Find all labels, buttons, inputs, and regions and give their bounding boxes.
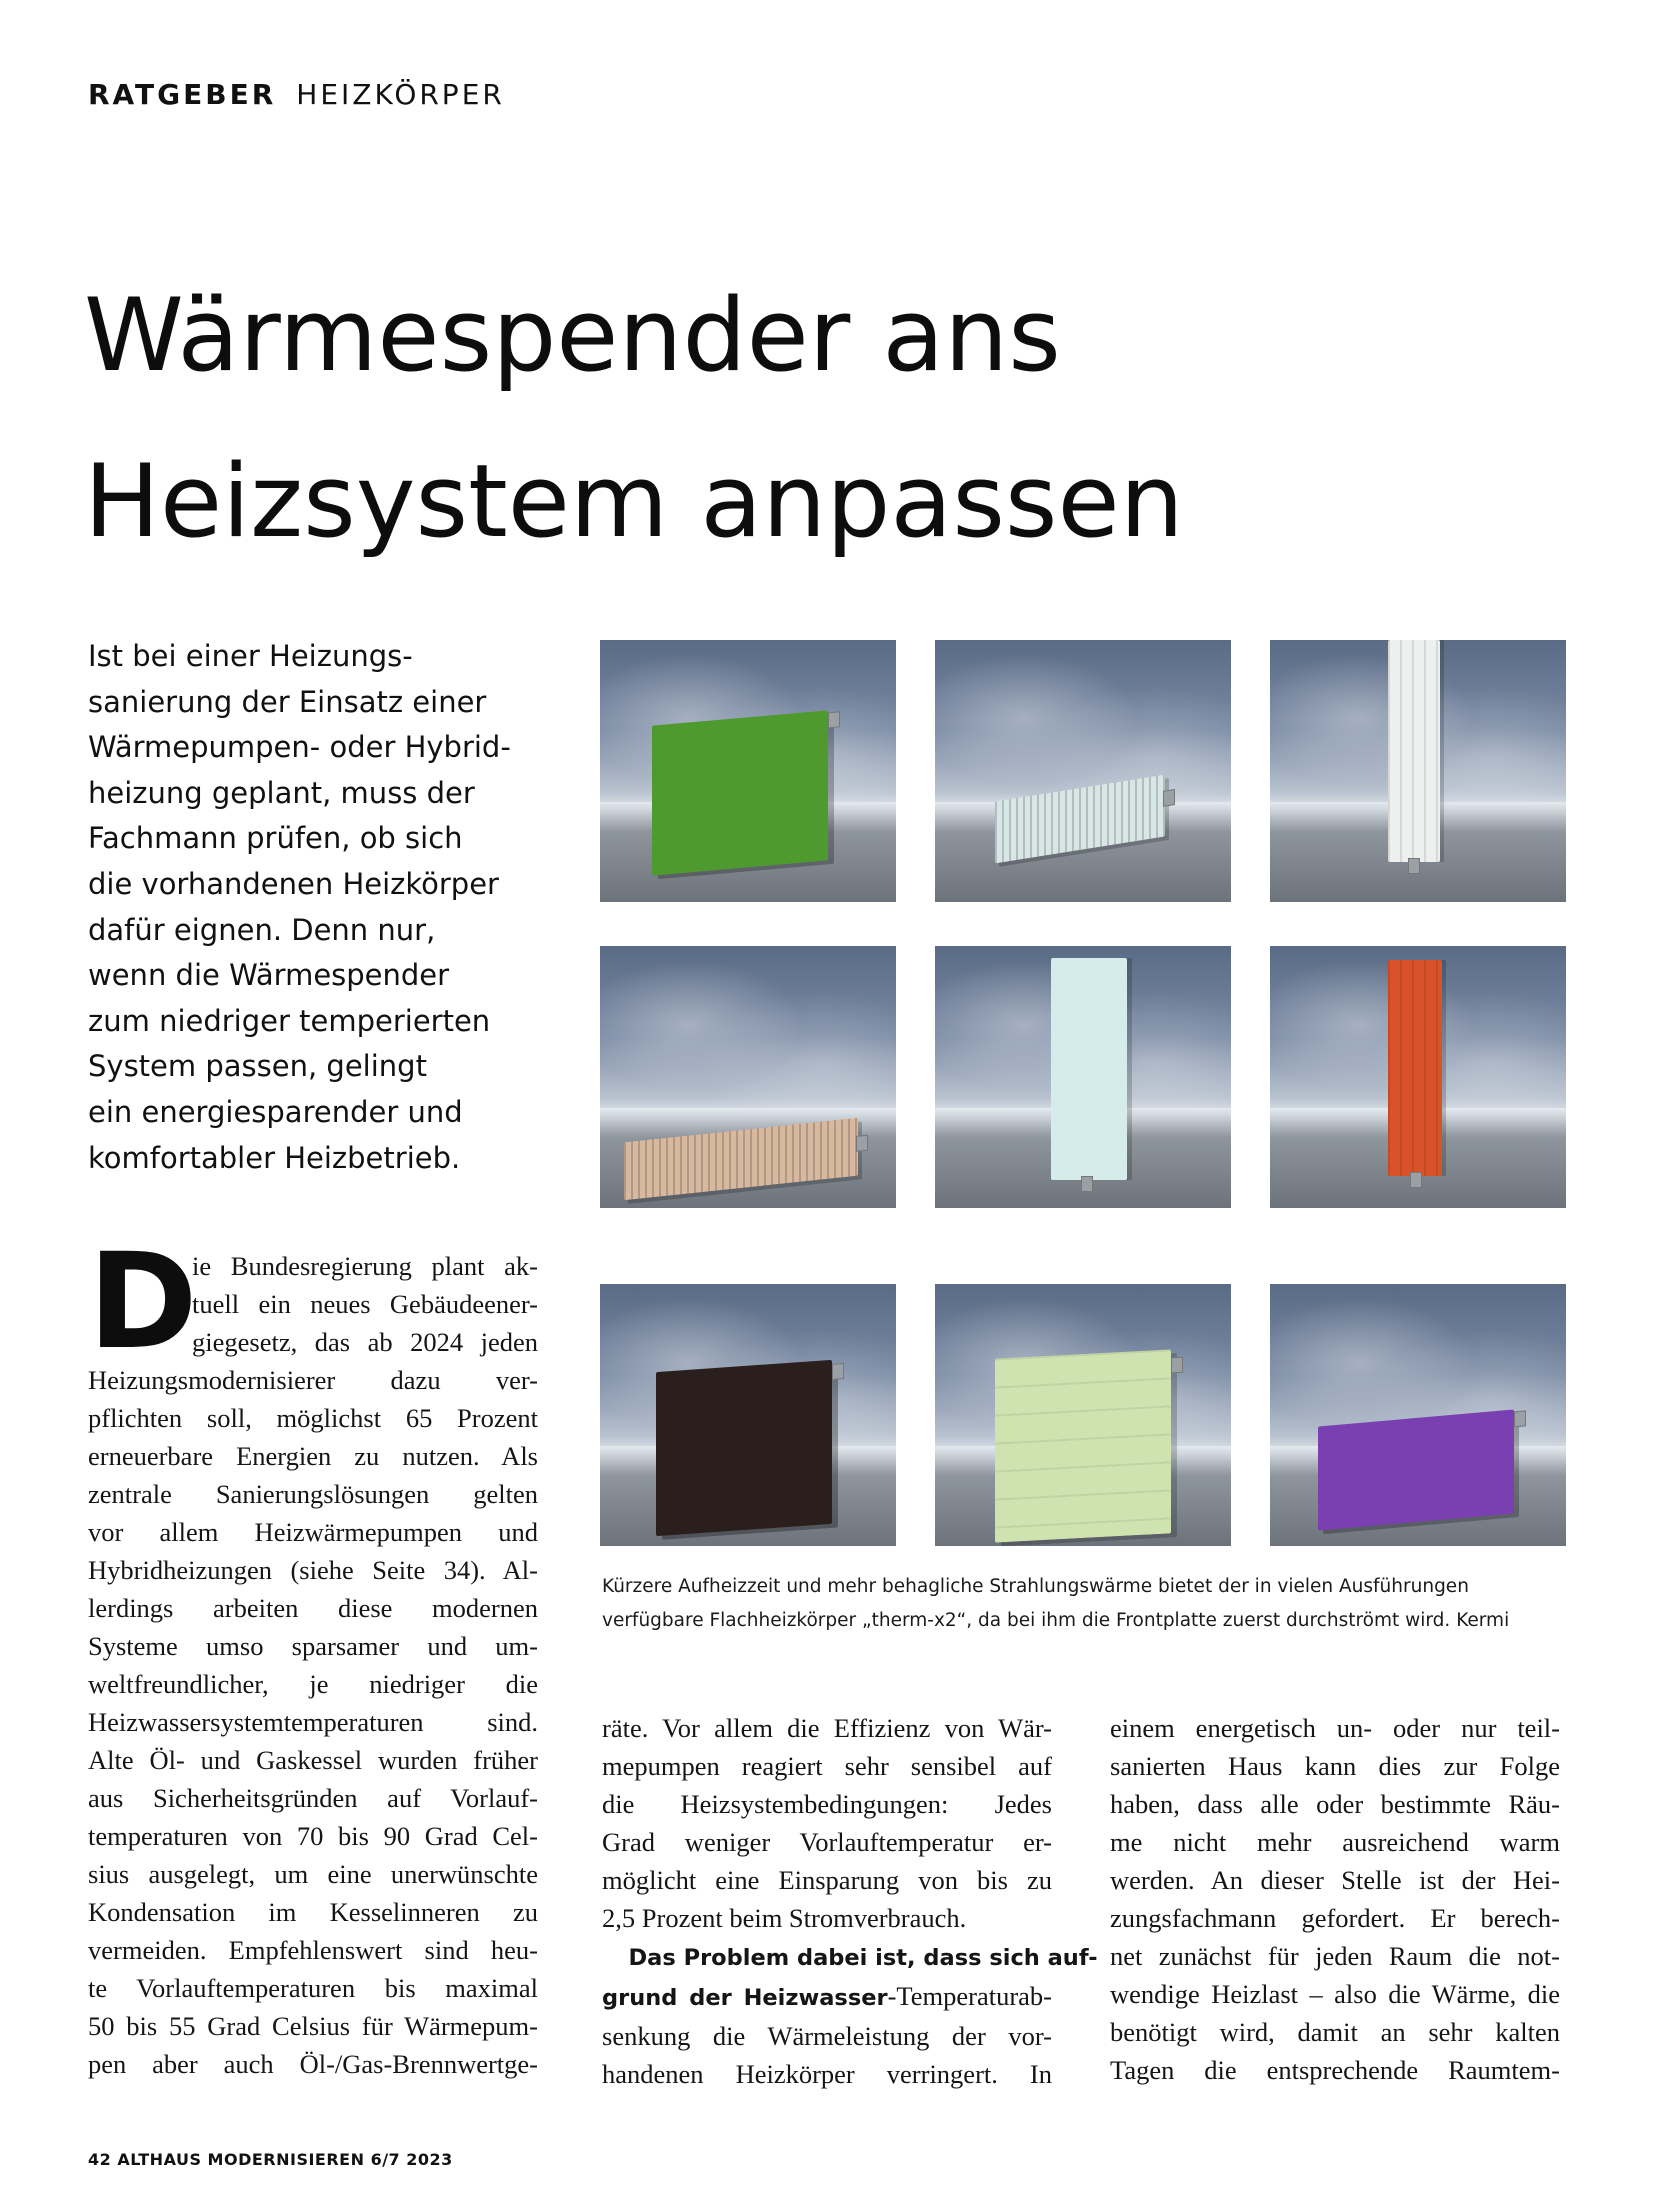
- text-line: sanierten Haus kann dies zur Folge: [1110, 1751, 1560, 1781]
- text-line: komfortabler Heizbetrieb.: [88, 1140, 461, 1175]
- text-line: System passen, gelingt: [88, 1049, 427, 1084]
- text-line: Heizungsmodernisierer dazu ver-: [88, 1365, 538, 1395]
- photo-beige-low-radiator: [600, 946, 896, 1208]
- photo-black-radiator: [600, 1284, 896, 1546]
- text-line: tuell ein neues Gebäudeener-: [192, 1289, 538, 1319]
- text-line: pflichten soll, möglichst 65 Prozent: [88, 1403, 538, 1433]
- text-line: Hybridheizungen (siehe Seite 34). Al-: [88, 1555, 538, 1585]
- text-line: sanierung der Einsatz einer: [88, 684, 487, 719]
- text-line: wendige Heizlast – also die Wärme, die: [1110, 1979, 1560, 2009]
- topic-label: HEIZKÖRPER: [296, 78, 505, 111]
- text-line: aus Sicherheitsgründen auf Vorlauf-: [88, 1783, 538, 1813]
- text-line: temperaturen von 70 bis 90 Grad Cel-: [88, 1821, 538, 1851]
- article-headline: [84, 252, 1564, 584]
- text-line: die vorhandenen Heizkörper: [88, 866, 499, 901]
- text-line: dafür eignen. Denn nur,: [88, 912, 436, 947]
- drop-cap-indented-lines: [88, 1247, 538, 1361]
- text-line: Kondensation im Kesselinneren zu: [88, 1897, 538, 1927]
- text-line: senkung die Wärmeleistung der vor-: [602, 2021, 1052, 2051]
- body-column-3: [1110, 1709, 1560, 2089]
- headline-line-1: Wärmespender ans: [84, 276, 1061, 394]
- text-line: benötigt wird, damit an sehr kalten: [1110, 2017, 1560, 2047]
- text-line: Heizwassersystemtemperaturen sind.: [88, 1707, 538, 1737]
- text-line: möglicht eine Einsparung von bis zu: [602, 1865, 1052, 1895]
- caption-line-1: Kürzere Aufheizzeit und mehr behagliche Strahlungswärme bietet der in vielen Ausführungen: [602, 1576, 1469, 1597]
- text-line: haben, dass alle oder bestimmte Räu-: [1110, 1789, 1560, 1819]
- text-line: zentrale Sanierungslösungen gelten: [88, 1479, 538, 1509]
- text-line: handenen Heizkörper verringert. In: [602, 2059, 1052, 2089]
- text-line: heizung geplant, muss der: [88, 775, 475, 810]
- drop-cap: D: [88, 1225, 198, 1379]
- text-line: Fachmann prüfen, ob sich: [88, 821, 463, 856]
- text-line: mepumpen reagiert sehr sensibel auf: [602, 1751, 1052, 1781]
- text-line: ein energiesparender und: [88, 1094, 463, 1129]
- text-line: pen aber auch Öl-/Gas-Brennwertge-: [88, 2049, 538, 2079]
- photo-purple-radiator: [1270, 1284, 1566, 1546]
- text-line: te Vorlauftemperaturen bis maximal: [88, 1973, 538, 2003]
- text-line: vermeiden. Empfehlenswert sind heu-: [88, 1935, 538, 1965]
- lead-paragraph: [88, 634, 558, 1181]
- body-column-1: [88, 1247, 538, 2083]
- caption-line-2: verfügbare Flachheizkörper „therm-x2“, da bei ihm die Frontplatte zuerst durchströmt wird. Kermi: [602, 1610, 1510, 1631]
- text-line: wenn die Wärmespender: [88, 958, 450, 993]
- section-label: RATGEBER: [88, 78, 277, 111]
- text-line: vor allem Heizwärmepumpen und: [88, 1517, 538, 1547]
- text-line: me nicht mehr ausreichend warm: [1110, 1827, 1560, 1857]
- text-line: Alte Öl- und Gaskessel wurden früher: [88, 1745, 538, 1775]
- photo-mint-vertical-radiator: [935, 946, 1231, 1208]
- text-line: Systeme umso sparsamer und um-: [88, 1631, 538, 1661]
- text-line: die Heizsystembedingungen: Jedes: [602, 1789, 1052, 1819]
- radiator-photo-grid: [600, 640, 1560, 1540]
- bold-intro-line-2: grund der Heizwasser-Temperaturab-: [602, 1981, 1052, 2011]
- body-column-2: [602, 1709, 1098, 2093]
- text-line: sius ausgelegt, um eine unerwünschte: [88, 1859, 538, 1889]
- text-line: ie Bundesregierung plant ak-: [192, 1251, 538, 1281]
- text-line: erneuerbare Energien zu nutzen. Als: [88, 1441, 538, 1471]
- photo-pale-green-radiator: [935, 1284, 1231, 1546]
- headline-line-2: Heizsystem anpassen: [84, 442, 1184, 560]
- section-kicker: [88, 78, 505, 111]
- body-column-3-lines: [1110, 1709, 1560, 2089]
- page-footer: 42 ALTHAUS MODERNISIEREN 6/7 2023: [88, 2150, 453, 2169]
- photo-green-radiator: [600, 640, 896, 902]
- text-line: Grad weniger Vorlauftemperatur er-: [602, 1827, 1052, 1857]
- photo-white-compact-radiator: [935, 640, 1231, 902]
- text-line: zum niedriger temperierten: [88, 1003, 491, 1038]
- text-line: werden. An dieser Stelle ist der Hei-: [1110, 1865, 1560, 1895]
- text-line: einem energetisch un- oder nur teil-: [1110, 1713, 1560, 1743]
- photo-caption: [602, 1570, 1582, 1638]
- text-line: lerdings arbeiten diese modernen: [88, 1593, 538, 1623]
- body-column-2-rest: [602, 2017, 1052, 2093]
- body-column-2-lines: [602, 1709, 1052, 1937]
- text-line: 50 bis 55 Grad Celsius für Wärmepum-: [88, 2011, 538, 2041]
- text-line: giegesetz, das ab 2024 jeden: [192, 1327, 538, 1357]
- text-line: Wärmepumpen- oder Hybrid-: [88, 730, 511, 765]
- text-line: weltfreundlicher, je niedriger die: [88, 1669, 538, 1699]
- text-line: zungsfachmann gefordert. Er berech-: [1110, 1903, 1560, 1933]
- photo-white-vertical-radiator: [1270, 640, 1566, 902]
- text-line: 2,5 Prozent beim Stromverbrauch.: [602, 1903, 967, 1933]
- text-line: räte. Vor allem die Effizienz von Wär-: [602, 1713, 1052, 1743]
- photo-orange-vertical-radiator: [1270, 946, 1566, 1208]
- text-line: Ist bei einer Heizungs-: [88, 639, 413, 673]
- text-line: net zunächst für jeden Raum die not-: [1110, 1941, 1560, 1971]
- bold-intro-line-1: Das Problem dabei ist, dass sich auf-: [628, 1945, 1098, 1971]
- body-column-1-lines: [88, 1361, 538, 2083]
- text-line: Tagen die entsprechende Raumtem-: [1110, 2055, 1560, 2085]
